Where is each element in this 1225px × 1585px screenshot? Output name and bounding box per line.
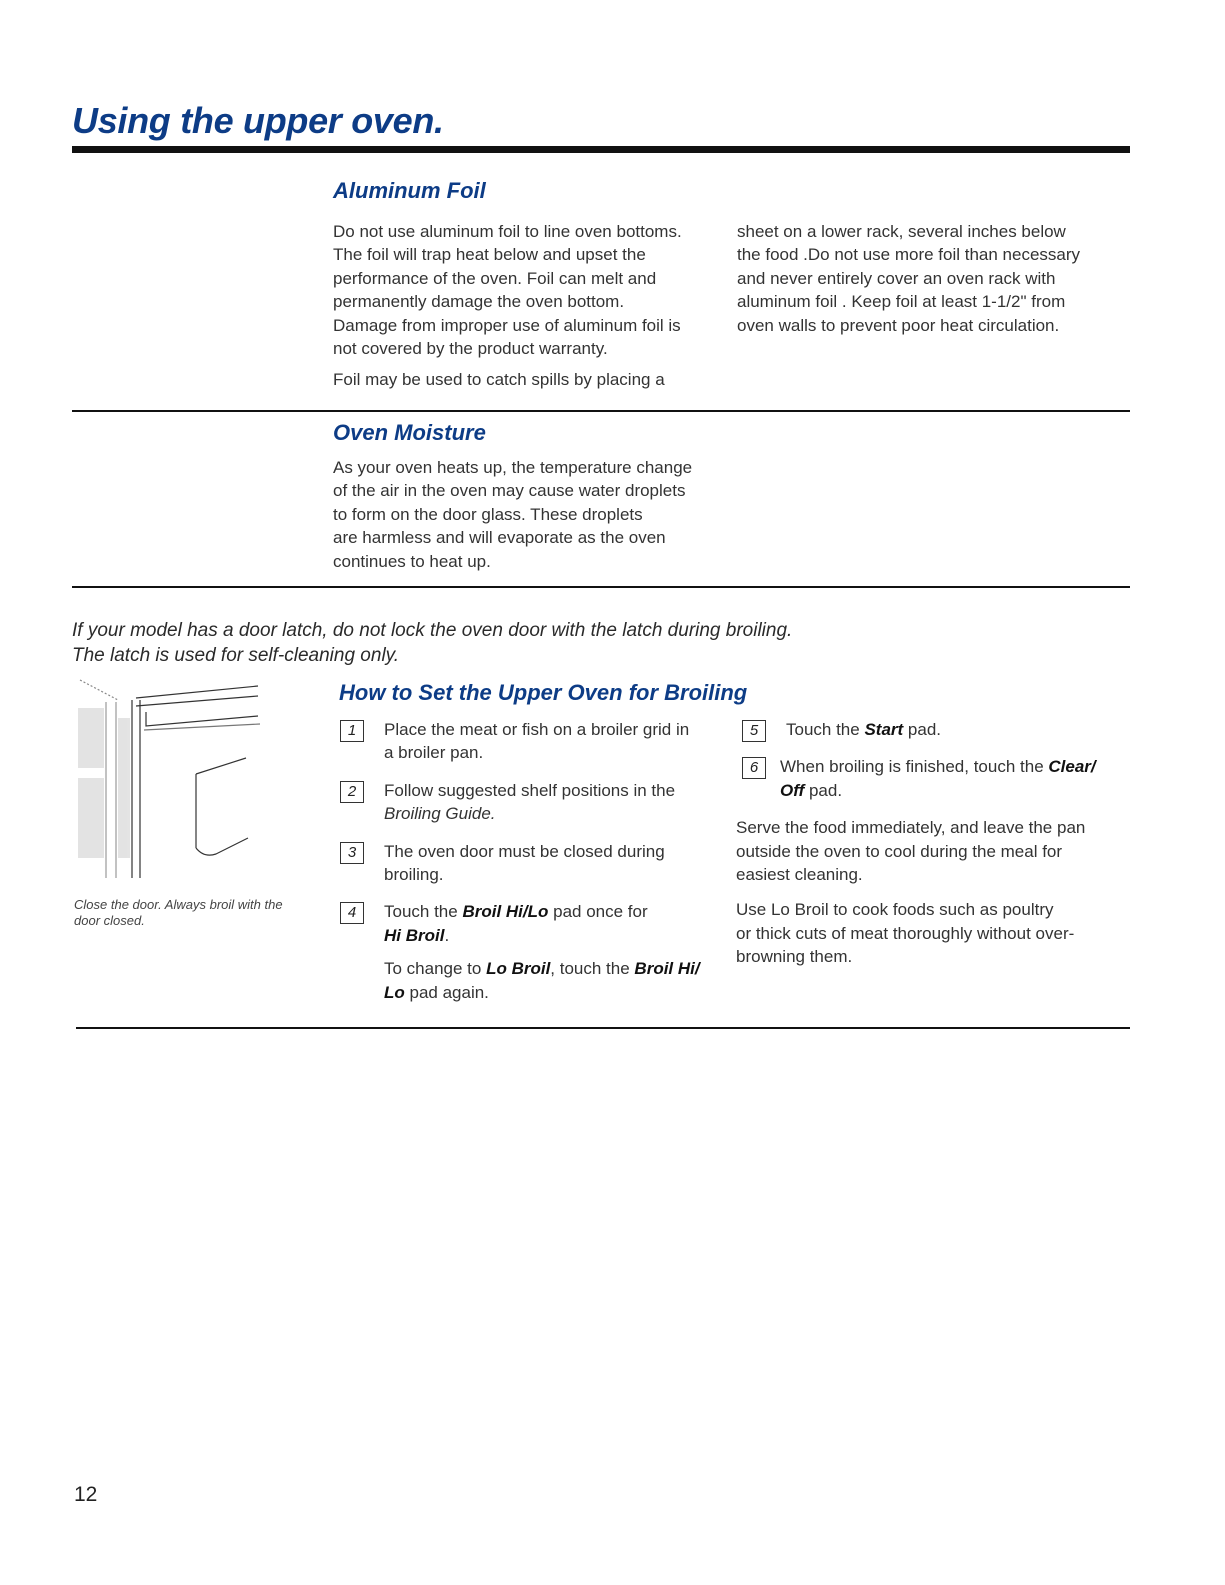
foil-line: permanently damage the oven bottom. <box>333 292 625 312</box>
hi-broil-label: Hi Broil <box>384 925 445 945</box>
serve-line: outside the oven to cool during the meal for <box>736 841 1063 861</box>
foil-line: sheet on a lower rack, several inches below <box>737 222 1066 241</box>
note-line-2: The latch is used for self-cleaning only. <box>72 645 400 666</box>
closed-oven-door-illustration <box>76 678 260 888</box>
step-text: The oven door must be closed during <box>384 841 665 861</box>
foil-paragraph-2: Foil may be used to catch spills by placing a <box>333 370 665 390</box>
foil-line: The foil will trap heat below and upset the <box>333 245 646 265</box>
step-2 <box>334 779 714 826</box>
step-number: 6 <box>742 757 766 779</box>
section-divider <box>72 410 1130 412</box>
step-text: Follow suggested shelf positions in the <box>384 780 676 800</box>
page-number: 12 <box>74 1483 98 1506</box>
foil-line: Do not use aluminum foil to line oven bottoms. <box>333 222 682 241</box>
serve-line: Serve the food immediately, and leave the pan <box>736 818 1086 838</box>
step-text: pad once for <box>548 902 648 922</box>
step-number: 4 <box>340 902 364 924</box>
foil-line: and never entirely cover an oven rack with <box>737 268 1056 288</box>
step-text: pad. <box>804 780 843 800</box>
step-number: 3 <box>340 842 364 864</box>
broil-hilo-pad-label: Broil Hi/ <box>634 959 700 979</box>
foil-line: aluminum foil . Keep foil at least 1-1/2" from <box>737 292 1066 312</box>
foil-line: Damage from improper use of aluminum foil is <box>333 315 681 335</box>
step-text: broiling. <box>384 865 444 885</box>
lo-broil-line: Use Lo Broil to cook foods such as poultry <box>736 900 1054 920</box>
foil-line: not covered by the product warranty. <box>333 339 608 359</box>
oven-moisture-heading: Oven Moisture <box>333 420 486 445</box>
serve-line: easiest cleaning. <box>736 865 863 885</box>
step-text: To change to <box>384 959 487 979</box>
moisture-line: of the air in the oven may cause water droplets <box>333 481 686 501</box>
note-line-1: If your model has a door latch, do not lock the oven door with the latch during broiling. <box>72 620 793 641</box>
foil-line: performance of the oven. Foil can melt and <box>333 268 657 288</box>
aluminum-foil-column-1 <box>333 220 718 400</box>
oven-moisture-text <box>333 456 723 581</box>
foil-line: oven walls to prevent poor heat circulation. <box>737 315 1060 335</box>
step-5 <box>736 718 1128 741</box>
moisture-line: to form on the door glass. These droplets <box>333 504 643 524</box>
step-6 <box>736 755 1128 802</box>
lo-broil-label: Lo Broil <box>486 959 551 979</box>
section-divider <box>76 1027 1130 1029</box>
step-number: 1 <box>340 720 364 742</box>
title-rule <box>72 146 1130 153</box>
step-text: pad. <box>903 720 941 739</box>
moisture-line: As your oven heats up, the temperature change <box>333 458 693 477</box>
moisture-line: are harmless and will evaporate as the oven <box>333 528 666 548</box>
step-text: , touch the <box>550 959 635 979</box>
step-text: Broiling Guide. <box>384 804 496 824</box>
broiling-steps-right <box>736 718 1128 977</box>
lo-broil-line: or thick cuts of meat thoroughly without over- <box>736 923 1075 943</box>
step-text: Touch the <box>786 720 865 739</box>
serve-paragraph <box>736 816 1128 886</box>
step-text: Place the meat or fish on a broiler grid in <box>384 720 690 739</box>
step-text: pad again. <box>404 982 489 1002</box>
step-3 <box>334 840 714 887</box>
aluminum-foil-column-2 <box>737 220 1127 345</box>
foil-line: the food .Do not use more foil than necessary <box>737 245 1081 265</box>
step-1 <box>334 718 714 765</box>
step-text: a broiler pan. <box>384 743 484 763</box>
broil-hilo-pad-label: Broil Hi/Lo <box>462 902 549 922</box>
step-text: Touch the <box>384 902 463 922</box>
moisture-line: continues to heat up. <box>333 551 491 571</box>
step-number: 2 <box>340 781 364 803</box>
broiling-heading: How to Set the Upper Oven for Broiling <box>339 680 748 705</box>
step-text: When broiling is finished, touch the <box>780 757 1049 777</box>
illustration-caption: Close the door. Always broil with the door closed. <box>74 897 283 928</box>
aluminum-foil-heading: Aluminum Foil <box>333 178 486 203</box>
step-number: 5 <box>742 720 766 742</box>
clear-off-pad-label: Clear/ <box>1048 757 1096 777</box>
clear-off-pad-label: Off <box>780 780 805 800</box>
start-pad-label: Start <box>864 720 904 739</box>
lo-broil-paragraph <box>736 898 1128 968</box>
step-4: 4 Touch the Broil Hi/Lo pad once for Hi Broil. To change to Lo Broil, touch the Broil Hi/ Lo pad again. <box>334 900 714 1004</box>
page-title: Using the upper oven. <box>72 100 444 141</box>
lo-broil-line: browning them. <box>736 947 853 967</box>
broiling-steps-left <box>334 718 714 1018</box>
door-latch-note <box>72 618 792 668</box>
section-divider <box>72 586 1130 588</box>
broil-hilo-pad-label: Lo <box>384 982 405 1002</box>
